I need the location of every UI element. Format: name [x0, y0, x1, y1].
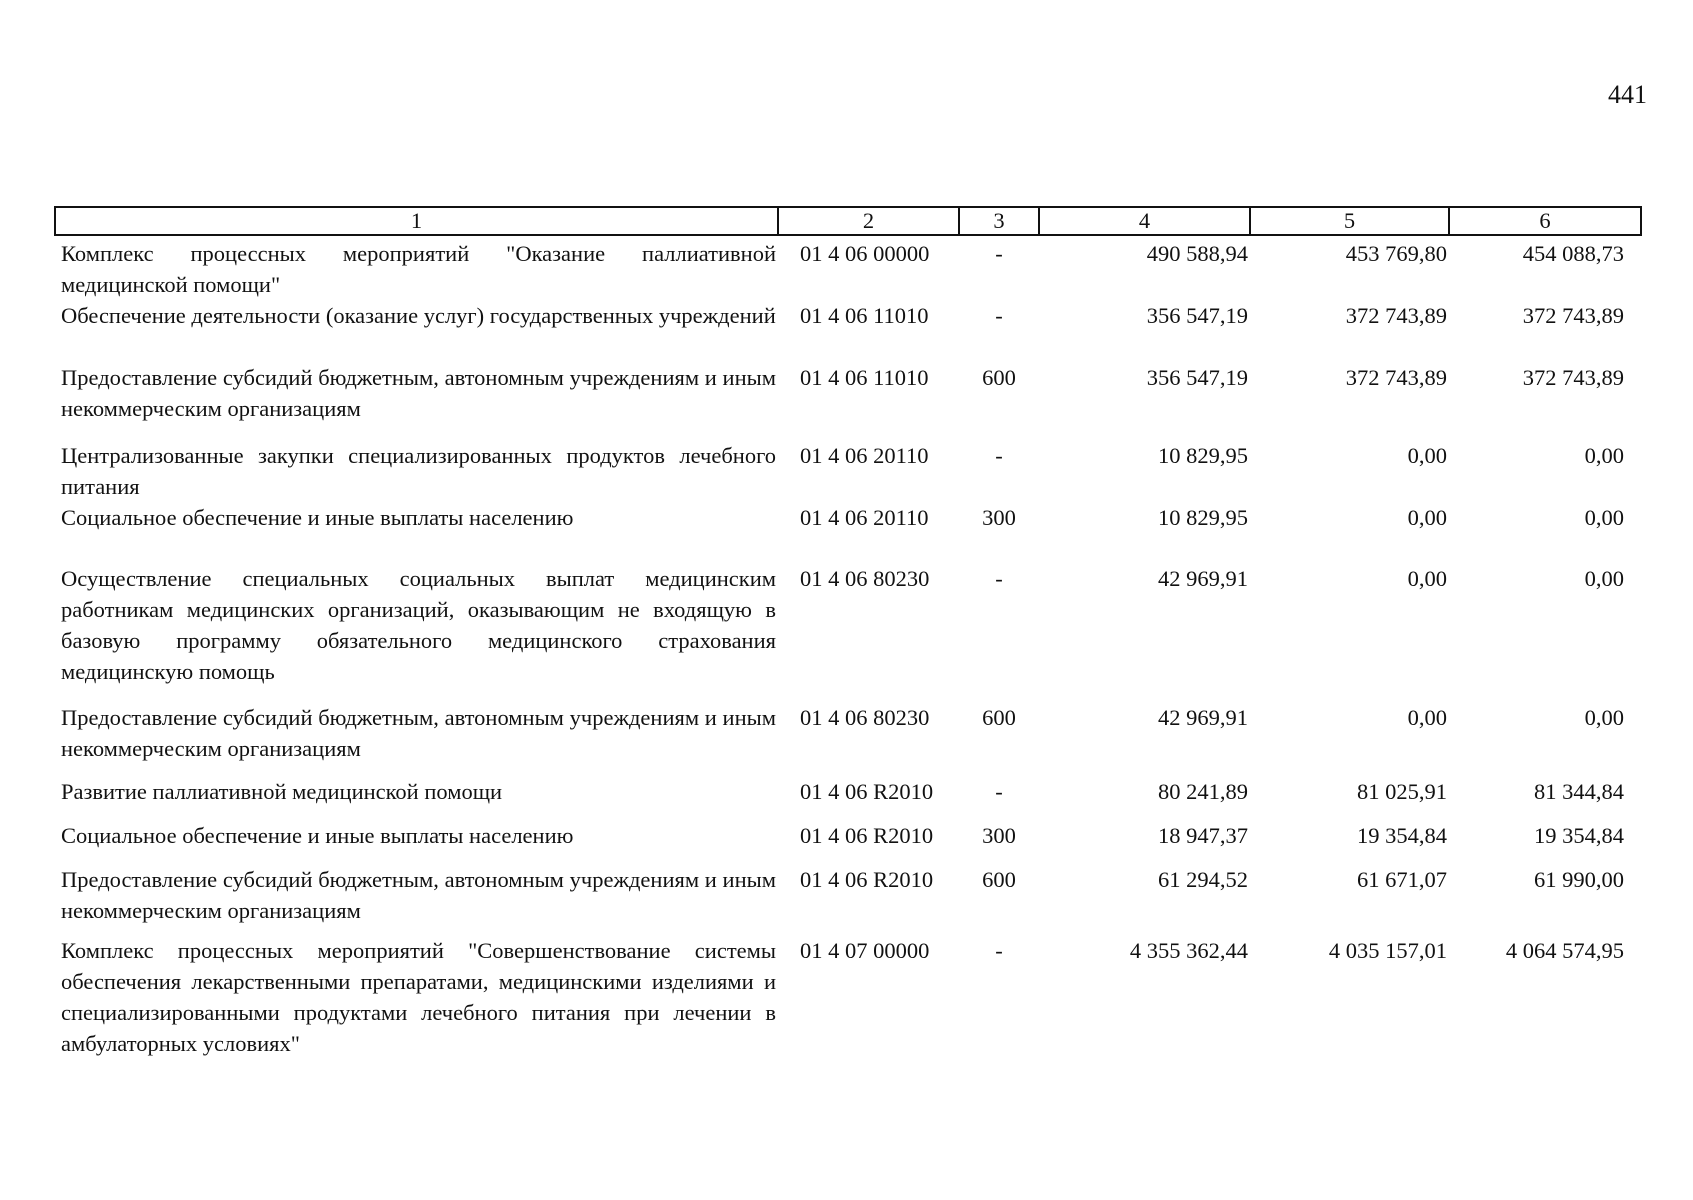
- row-value-col4: 10 829,95: [1158, 505, 1248, 530]
- row-value-col5: 61 671,07: [1357, 867, 1447, 892]
- header-col-3: 3: [959, 207, 1039, 235]
- table-row: [55, 820, 1641, 864]
- row-code: 01 4 06 R2010: [800, 779, 934, 804]
- row-code: 01 4 06 11010: [800, 365, 929, 390]
- row-value-col5: 4 035 157,01: [1328, 938, 1447, 963]
- row-code: 01 4 06 R2010: [800, 867, 934, 892]
- table-header-row: [55, 207, 1641, 235]
- row-value-col4: 42 969,91: [1158, 566, 1248, 591]
- row-code: 01 4 06 00000: [800, 241, 930, 266]
- budget-table: [54, 206, 1642, 1059]
- row-value-col6: 454 088,73: [1522, 241, 1624, 266]
- header-col-4: 4: [1039, 207, 1250, 235]
- table-row: [55, 776, 1641, 820]
- row-code: 01 4 06 80230: [800, 566, 930, 591]
- row-value-col4: 10 829,95: [1158, 443, 1248, 468]
- row-value-col5: 81 025,91: [1357, 779, 1447, 804]
- header-col-2: 2: [778, 207, 959, 235]
- row-expense-type: 600: [982, 705, 1016, 730]
- row-code: 01 4 06 11010: [800, 303, 929, 328]
- row-value-col6: 0,00: [1584, 505, 1624, 530]
- row-value-col4: 356 547,19: [1146, 303, 1248, 328]
- row-value-col4: 61 294,52: [1158, 867, 1248, 892]
- row-name: Предоставление субсидий бюджетным, автономным учреждениям и иным некоммерческим организациям: [61, 365, 776, 421]
- table-row: [55, 362, 1641, 440]
- table-row: [55, 702, 1641, 776]
- row-name: Социальное обеспечение и иные выплаты населению: [61, 505, 574, 530]
- row-value-col4: 490 588,94: [1146, 241, 1248, 266]
- row-name: Предоставление субсидий бюджетным, автономным учреждениям и иным некоммерческим организациям: [61, 705, 776, 761]
- table-row: [55, 440, 1641, 502]
- row-value-col4: 356 547,19: [1146, 365, 1248, 390]
- row-value-col6: 4 064 574,95: [1505, 938, 1624, 963]
- row-expense-type: -: [995, 938, 1003, 963]
- table-row: [55, 864, 1641, 935]
- row-name: Осуществление специальных социальных выплат медицинским работникам медицинских организаций, оказывающим не входящую в базовую программу обязательного медицинского страхования медицинскую помощь: [61, 566, 776, 684]
- row-value-col4: 42 969,91: [1158, 705, 1248, 730]
- row-expense-type: -: [995, 779, 1003, 804]
- row-value-col6: 19 354,84: [1534, 823, 1624, 848]
- row-expense-type: 600: [982, 365, 1016, 390]
- row-value-col5: 453 769,80: [1345, 241, 1447, 266]
- row-expense-type: -: [995, 566, 1003, 591]
- header-col-6: 6: [1449, 207, 1641, 235]
- row-name: Социальное обеспечение и иные выплаты населению: [61, 823, 574, 848]
- row-code: 01 4 06 20110: [800, 443, 929, 468]
- row-value-col5: 0,00: [1407, 705, 1447, 730]
- row-code: 01 4 06 80230: [800, 705, 930, 730]
- row-value-col5: 0,00: [1407, 443, 1447, 468]
- table-row: [55, 502, 1641, 563]
- row-name: Развитие паллиативной медицинской помощи: [61, 779, 503, 804]
- row-value-col6: 81 344,84: [1534, 779, 1624, 804]
- row-value-col6: 372 743,89: [1522, 303, 1624, 328]
- row-value-col4: 18 947,37: [1158, 823, 1248, 848]
- table-row: [55, 300, 1641, 362]
- row-value-col6: 0,00: [1584, 443, 1624, 468]
- row-value-col5: 19 354,84: [1357, 823, 1447, 848]
- table-row: [55, 235, 1641, 300]
- row-value-col5: 372 743,89: [1345, 303, 1447, 328]
- row-value-col5: 372 743,89: [1345, 365, 1447, 390]
- page-number: 441: [1608, 80, 1647, 109]
- header-col-5: 5: [1250, 207, 1449, 235]
- row-expense-type: -: [995, 241, 1003, 266]
- row-code: 01 4 06 20110: [800, 505, 929, 530]
- row-value-col6: 0,00: [1584, 566, 1624, 591]
- table-row: [55, 563, 1641, 702]
- row-value-col5: 0,00: [1407, 505, 1447, 530]
- row-name: Комплекс процессных мероприятий "Совершенствование системы обеспечения лекарственными препаратами, медицинскими изделиями и специализированными продуктами лечебного питания при лечении в амбулаторных условиях": [61, 938, 776, 1056]
- table-row: [55, 935, 1641, 1059]
- row-value-col4: 4 355 362,44: [1129, 938, 1248, 963]
- row-expense-type: 600: [982, 867, 1016, 892]
- row-value-col6: 61 990,00: [1534, 867, 1624, 892]
- row-code: 01 4 06 R2010: [800, 823, 934, 848]
- row-expense-type: 300: [982, 505, 1016, 530]
- row-value-col6: 372 743,89: [1522, 365, 1624, 390]
- row-name: Обеспечение деятельности (оказание услуг) государственных учреждений: [61, 303, 776, 328]
- row-expense-type: 300: [982, 823, 1016, 848]
- row-value-col4: 80 241,89: [1158, 779, 1248, 804]
- row-value-col5: 0,00: [1407, 566, 1447, 591]
- row-name: Централизованные закупки специализированных продуктов лечебного питания: [61, 443, 776, 499]
- row-expense-type: -: [995, 303, 1003, 328]
- row-name: Предоставление субсидий бюджетным, автономным учреждениям и иным некоммерческим организациям: [61, 867, 776, 923]
- row-value-col6: 0,00: [1584, 705, 1624, 730]
- header-col-1: 1: [55, 207, 778, 235]
- row-expense-type: -: [995, 443, 1003, 468]
- row-name: Комплекс процессных мероприятий "Оказание паллиативной медицинской помощи": [61, 241, 776, 297]
- row-code: 01 4 07 00000: [800, 938, 930, 963]
